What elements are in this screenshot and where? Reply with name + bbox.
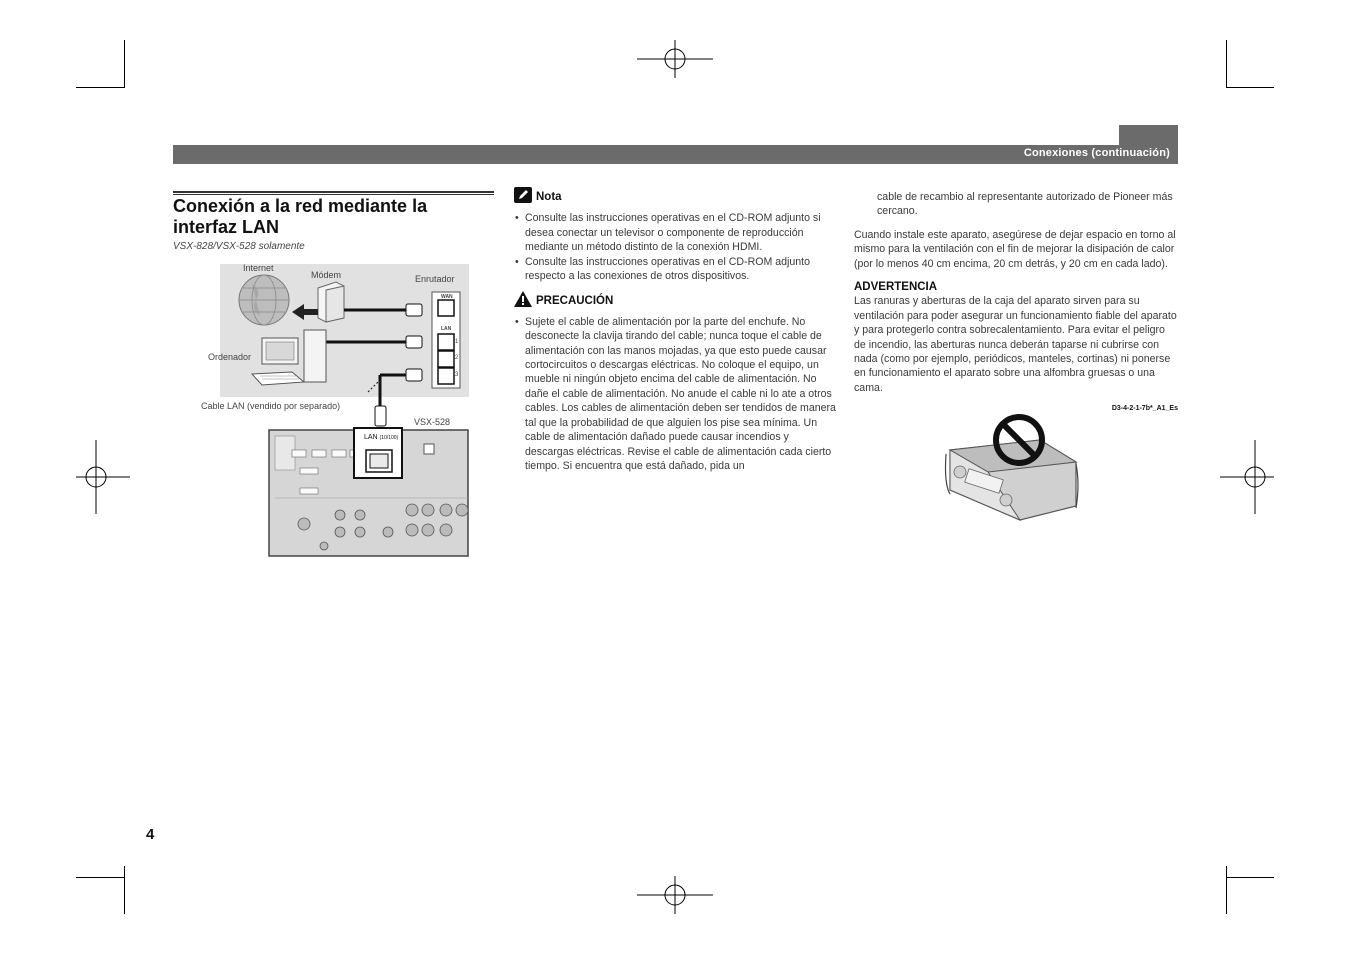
warning-triangle-icon [514, 291, 532, 311]
computer-icon [252, 330, 326, 385]
label-internet: Internet [243, 263, 274, 273]
caution-continuation: cable de recambio al representante autorizado de Pioneer más cercano. [877, 191, 1173, 218]
model-subtitle: VSX-828/VSX-528 solamente [173, 241, 305, 252]
caution-list [514, 315, 838, 473]
router-port-3: 3 [455, 372, 459, 378]
label-model: VSX-528 [414, 417, 451, 427]
note-item: • Consulte las instrucciones operativas en el CD-ROM adjunto si desea conectar un televisor o componente de reproducción mediante un método distinto de la conexión HDMI. [514, 211, 838, 254]
receiver-rear-panel [269, 428, 468, 556]
receiver-lan-label: LAN (10/100) [364, 434, 399, 441]
router-port-lan: LAN [441, 326, 452, 332]
right-column [854, 190, 1178, 395]
label-router: Enrutador [415, 274, 455, 284]
covered-receiver-illustration [944, 410, 1084, 522]
document-code: D3-4-2-1-7b*_A1_Es [1111, 405, 1178, 412]
router-port-wan: WAN [441, 294, 453, 300]
note-pencil-icon [514, 187, 532, 207]
page-title: Conexión a la red mediante la interfaz LAN [173, 196, 428, 237]
note-item: • Consulte las instrucciones operativas en el CD-ROM adjunto respecto a las conexiones de otros dispositivos. [514, 255, 838, 284]
label-modem: Módem [311, 270, 342, 280]
label-lan-cable: Cable LAN (vendido por separado) [201, 401, 341, 411]
note-list [514, 211, 838, 283]
section-header-title: Conexiones (continuación) [1023, 147, 1170, 159]
label-computer: Ordenador [208, 352, 252, 362]
lan-connection-diagram [200, 260, 500, 560]
caution-title: PRECAUCIÓN [536, 295, 614, 308]
note-heading [514, 187, 838, 207]
installation-text: Cuando instale este aparato, asegúrese de dejar espacio en torno al mismo para la ventilación con el fin de mejorar la disipación de calor (por lo menos 40 cm encima, 20 cm detrás, y 20 cm en cada lado). [854, 228, 1176, 270]
modem-icon [318, 282, 344, 322]
caution-heading [514, 291, 838, 311]
header-tab [1119, 125, 1178, 145]
title-rule-bottom [173, 194, 494, 195]
router-port-1: 1 [455, 339, 459, 345]
warning-text: Las ranuras y aberturas de la caja del aparato sirven para su ventilación para poder asegurar un funcionamiento fiable del aparato y para protegerlo contra sobrecalentamiento. Para evitar el peligro de incendio, las aberturas nunca deberán taparse ni cubrirse con nada (como por ejemplo, periódicos, manteles, cortinas) ni ponerse en funcionamiento el aparato sobre una alfombra gruesas o una cama. [854, 295, 1177, 394]
router-port-2: 2 [455, 355, 459, 361]
title-rule-top [173, 191, 494, 193]
warning-heading: ADVERTENCIA [854, 281, 938, 294]
note-title: Nota [536, 191, 562, 203]
section-header-bar [173, 145, 1178, 164]
globe-icon [239, 275, 289, 325]
note-section [514, 187, 838, 473]
caution-item: • Sujete el cable de alimentación por la parte del enchufe. No desconecte la clavija tirando del cable; nunca toque el cable de alimentación con las manos mojadas, ya que esto puede causar cortocircuitos o descargas eléctricas. No coloque el equipo, un mueble ni ningún objeto encima del cable de alimentación. No dañe el cable de alimentación. No anude el cable ni lo ate a otros cables. Los cables de alimentación deben ser tendidos de manera tal que la probabilidad de que alguien los pise sea mínima. Un cable de alimentación dañado puede causar incendios y descargas eléctricas. Revise el cable de alimentación cada cierto tiempo. Si encuentra que está dañado, pida un [514, 315, 838, 473]
page-number: 4 [146, 826, 155, 843]
